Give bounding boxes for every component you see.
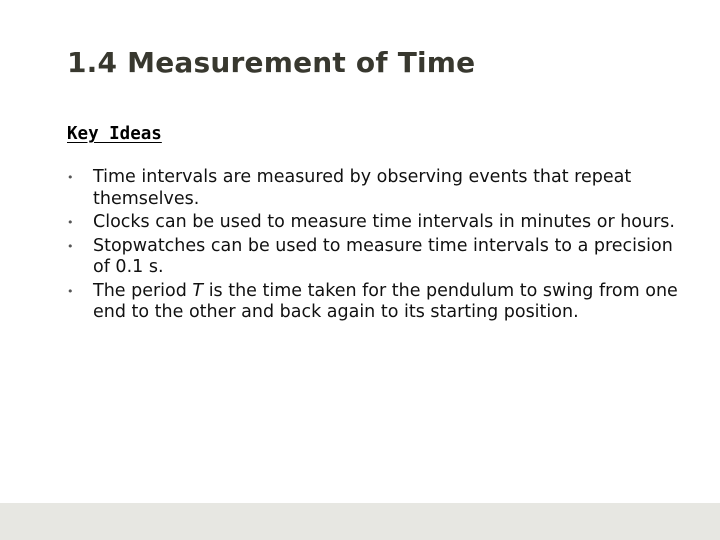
bullet-icon: • <box>67 171 74 184</box>
bullet-icon: • <box>67 239 74 253</box>
key-idea-item <box>67 212 687 234</box>
slide-title: 1.4 Measurement of Time <box>67 46 476 79</box>
key-idea-text: The period T is the time taken for the pendulum to swing from one end to the other and back again to its starting position. <box>93 280 678 322</box>
key-idea-text: Stopwatches can be used to measure time intervals to a precision of 0.1 s. <box>93 235 673 277</box>
key-idea-text: Time intervals are measured by observing events that repeat themselves. <box>93 167 632 209</box>
key-ideas-list <box>67 167 687 326</box>
key-idea-item <box>67 167 687 210</box>
key-idea-item <box>67 236 687 279</box>
bullet-icon: • <box>67 216 74 229</box>
footer-band <box>0 503 720 540</box>
key-idea-item <box>67 281 687 324</box>
period-symbol: T <box>192 280 204 301</box>
key-idea-text: Clocks can be used to measure time intervals in minutes or hours. <box>93 212 675 232</box>
bullet-icon: • <box>67 284 74 298</box>
key-ideas-heading: Key Ideas <box>67 124 162 144</box>
